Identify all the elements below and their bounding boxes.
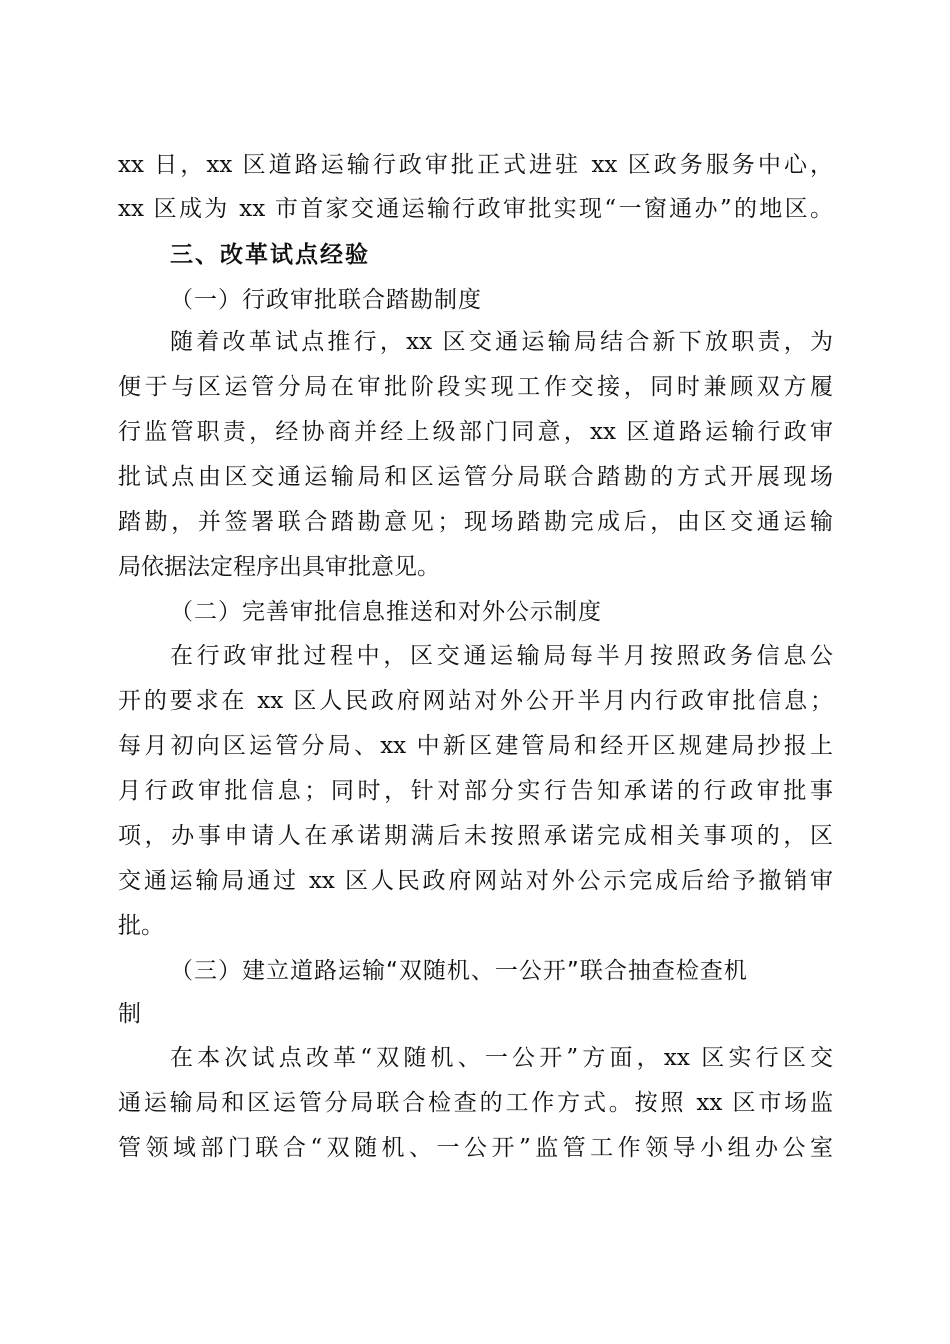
- sub3-line-3: 管领域部门联合“双随机、一公开”监管工作领导小组办公室: [118, 1135, 833, 1161]
- sub1-line-2: 便于与区运管分局在审批阶段实现工作交接，同时兼顾双方履: [118, 374, 833, 400]
- section-title: 三、改革试点经验: [170, 242, 370, 268]
- sub2-line-5: 项，办事申请人在承诺期满后未按照承诺完成相关事项的，区: [118, 823, 833, 849]
- subsection-2-title: （二）完善审批信息推送和对外公示制度: [170, 599, 602, 625]
- sub1-line-3: 行监管职责，经协商并经上级部门同意，xx 区道路运输行政审: [118, 419, 833, 445]
- sub2-line-7: 批。: [118, 913, 164, 939]
- subsection-3-title-line-1: （三）建立道路运输“双随机、一公开”联合抽查检查机: [170, 958, 748, 984]
- intro-line-2: xx 区成为 xx 市首家交通运输行政审批实现“一窗通办”的地区。: [118, 196, 833, 222]
- sub1-line-6: 局依据法定程序出具审批意见。: [118, 554, 440, 580]
- sub1-line-5: 踏勘，并签署联合踏勘意见；现场踏勘完成后，由区交通运输: [118, 509, 833, 535]
- sub2-line-1: 在行政审批过程中，区交通运输局每半月按照政务信息公: [170, 643, 833, 669]
- subsection-3-title-line-2: 制: [118, 1001, 142, 1027]
- subsection-1-title: （一）行政审批联合踏勘制度: [170, 287, 482, 313]
- sub2-line-3: 每月初向区运管分局、xx 中新区建管局和经开区规建局抄报上: [118, 733, 833, 759]
- sub2-line-6: 交通运输局通过 xx 区人民政府网站对外公示完成后给予撤销审: [118, 868, 833, 894]
- sub2-line-2: 开的要求在 xx 区人民政府网站对外公开半月内行政审批信息；: [118, 688, 833, 714]
- sub3-line-1: 在本次试点改革“双随机、一公开”方面，xx 区实行区交: [170, 1045, 833, 1071]
- intro-line-1: xx 日，xx 区道路运输行政审批正式进驻 xx 区政务服务中心，: [118, 152, 833, 178]
- sub2-line-4: 月行政审批信息；同时，针对部分实行告知承诺的行政审批事: [118, 778, 833, 804]
- sub1-line-4: 批试点由区交通运输局和区运管分局联合踏勘的方式开展现场: [118, 464, 833, 490]
- sub1-line-1: 随着改革试点推行，xx 区交通运输局结合新下放职责，为: [170, 329, 833, 355]
- sub3-line-2: 通运输局和区运管分局联合检查的工作方式。按照 xx 区市场监: [118, 1090, 833, 1116]
